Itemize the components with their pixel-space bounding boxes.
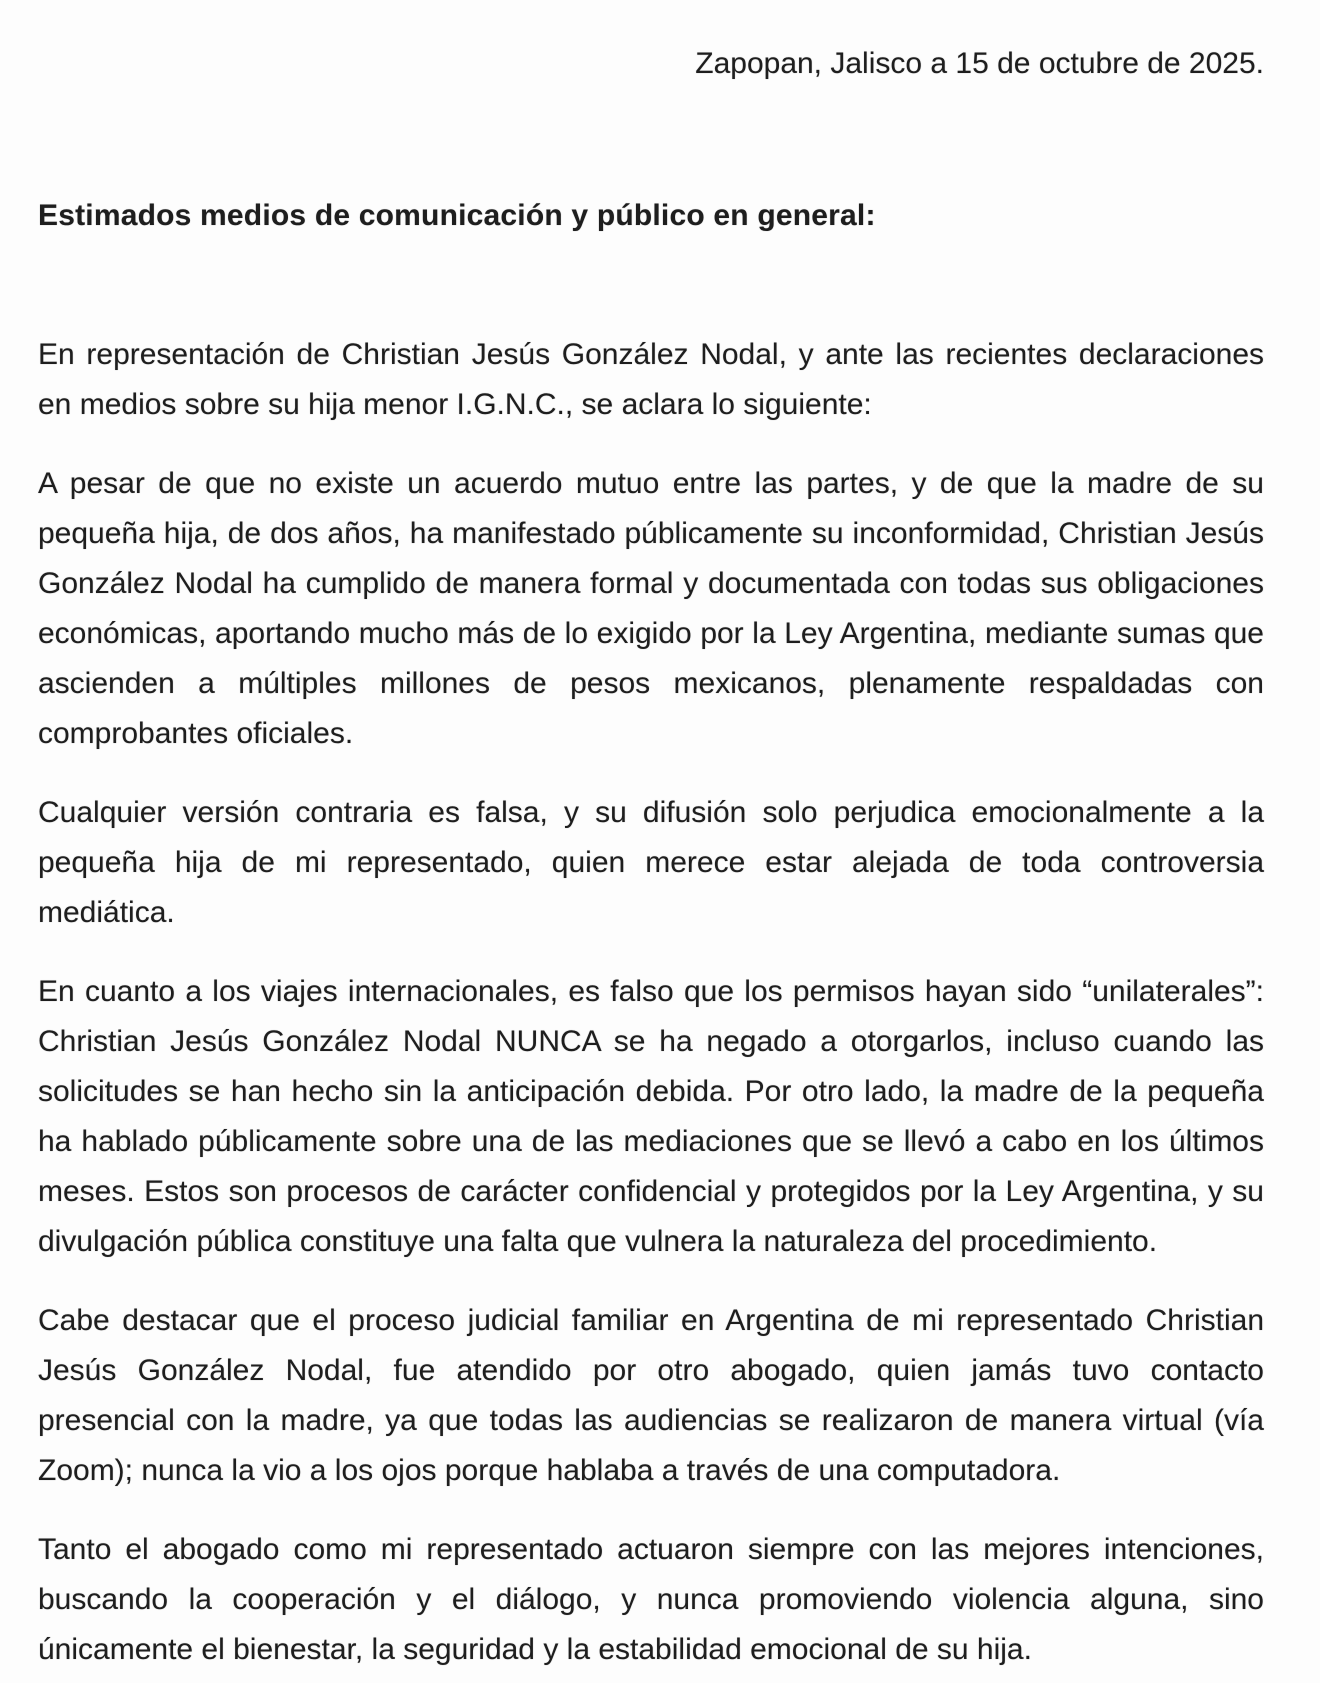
dateline: Zapopan, Jalisco a 15 de octubre de 2025. [695,47,1264,80]
paragraph-best-intentions: Tanto el abogado como mi representado actuaron siempre con las mejores intenciones, buscando la cooperación y el diálogo, y nunca promoviendo violencia alguna, sino únicamente el bienestar, la seguridad y la estabilidad emocional de su hija. [38,1533,1264,1666]
paragraph-economic-obligations: A pesar de que no existe un acuerdo mutuo entre las partes, y de que la madre de su pequeña hija, de dos años, ha manifestado públicamente su inconformidad, Christian Jesús González Nodal ha cumplido de manera formal y documentada con todas sus obligaciones económicas, aportando mucho más de lo exigido por la Ley Argentina, mediante sumas que ascienden a múltiples millones de pesos mexicanos, plenamente respaldadas con comprobantes oficiales. [38,467,1264,750]
salutation: Estimados medios de comunicación y público en general: [38,199,876,232]
letter-body [38,330,1264,1675]
paragraph-international-travel: En cuanto a los viajes internacionales, es falso que los permisos hayan sido “unilaterales”: Christian Jesús González Nodal NUNCA se ha negado a otorgarlos, incluso cuando las solicitudes se han hecho sin la anticipación debida. Por otro lado, la madre de la pequeña ha hablado públicamente sobre una de las mediaciones que se llevó a cabo en los últimos meses. Estos son procesos de carácter confidencial y protegidos por la Ley Argentina, y su divulgación pública constituye una falta que vulnera la naturaleza del procedimiento. [38,975,1264,1258]
paragraph-representation-statement: En representación de Christian Jesús González Nodal, y ante las recientes declaraciones en medios sobre su hija menor I.G.N.C., se aclara lo siguiente: [38,338,1264,421]
paragraph-false-versions: Cualquier versión contraria es falsa, y su difusión solo perjudica emocionalmente a la pequeña hija de mi representado, quien merece estar alejada de toda controversia mediática. [38,796,1264,929]
paragraph-judicial-process: Cabe destacar que el proceso judicial familiar en Argentina de mi representado Christian Jesús González Nodal, fue atendido por otro abogado, quien jamás tuvo contacto presencial con la madre, ya que todas las audiencias se realizaron de manera virtual (vía Zoom); nunca la vio a los ojos porque hablaba a través de una computadora. [38,1304,1264,1487]
